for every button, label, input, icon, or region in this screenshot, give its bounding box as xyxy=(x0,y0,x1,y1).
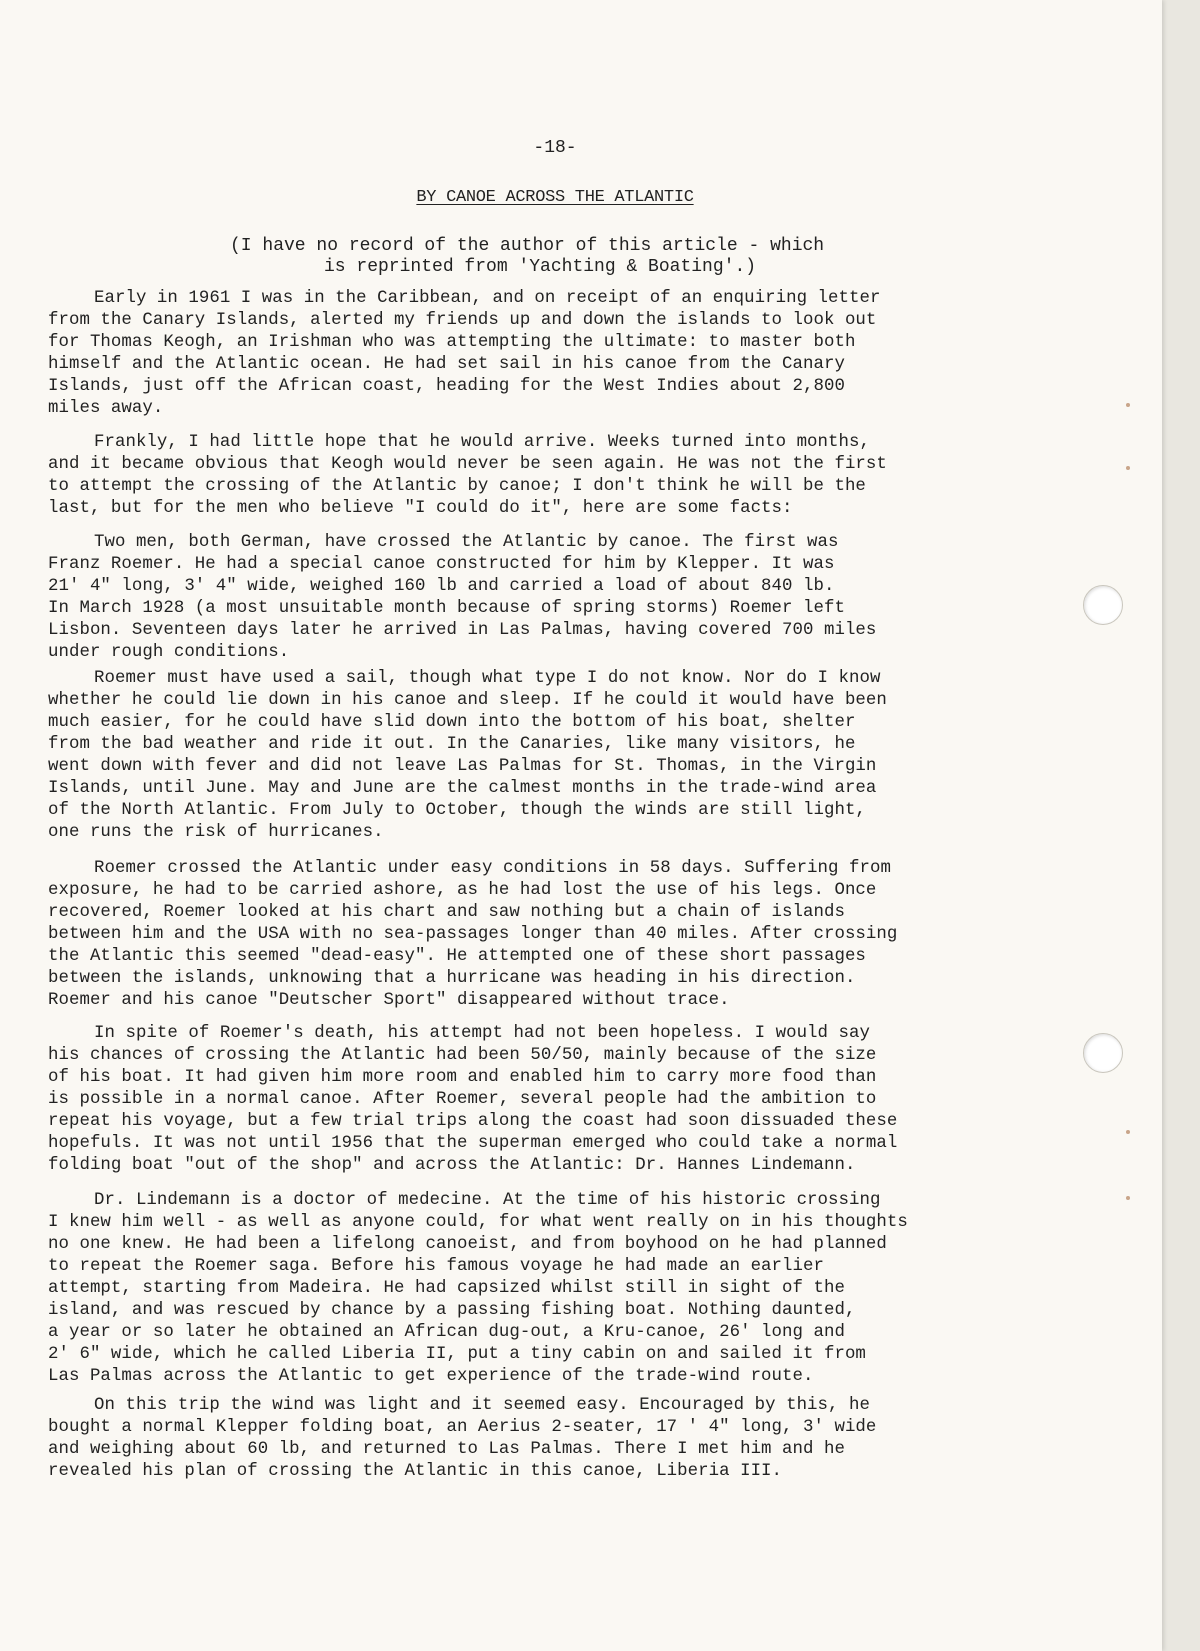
paragraph-line: folding boat "out of the shop" and across the Atlantic: Dr. Hannes Lindemann. xyxy=(48,1156,856,1175)
paragraph-line: between him and the USA with no sea-passages longer than 40 miles. After crossing xyxy=(48,925,898,944)
paper-speck xyxy=(1126,466,1130,470)
paragraph-line: In March 1928 (a most unsuitable month because of spring storms) Roemer left xyxy=(48,599,845,618)
paragraph-line: much easier, for he could have slid down into the bottom of his boat, shelter xyxy=(48,713,856,732)
paragraph-line: bought a normal Klepper folding boat, an Aerius 2-seater, 17 ' 4" long, 3' wide xyxy=(48,1418,877,1437)
paragraph-line: and it became obvious that Keogh would never be seen again. He was not the first xyxy=(48,455,887,474)
paragraph-line: himself and the Atlantic ocean. He had set sail in his canoe from the Canary xyxy=(48,355,845,374)
paragraph-line: went down with fever and did not leave Las Palmas for St. Thomas, in the Virgin xyxy=(48,757,877,776)
paragraph-line: to attempt the crossing of the Atlantic by canoe; I don't think he will be the xyxy=(48,477,866,496)
paragraph xyxy=(48,1190,1038,1388)
paragraph-line: Early in 1961 I was in the Caribbean, and on receipt of an enquiring letter xyxy=(94,289,881,308)
paragraph-line: miles away. xyxy=(48,399,164,418)
paper-speck xyxy=(1126,1196,1130,1200)
article-title: BY CANOE ACROSS THE ATLANTIC xyxy=(416,188,694,207)
paragraph-line: between the islands, unknowing that a hurricane was heading in his direction. xyxy=(48,969,856,988)
paragraph-line: Islands, just off the African coast, heading for the West Indies about 2,800 xyxy=(48,377,845,396)
paragraph-line: Roemer crossed the Atlantic under easy conditions in 58 days. Suffering from xyxy=(94,859,891,878)
paragraph-line: from the Canary Islands, alerted my friends up and down the islands to look out xyxy=(48,311,877,330)
author-note-line: (I have no record of the author of this article - which xyxy=(230,236,825,256)
paragraph-line: hopefuls. It was not until 1956 that the superman emerged who could take a normal xyxy=(48,1134,898,1153)
paragraph-line: whether he could lie down in his canoe and sleep. If he could it would have been xyxy=(48,691,887,710)
paragraph-line: Frankly, I had little hope that he would arrive. Weeks turned into months, xyxy=(94,433,870,452)
paragraph-line: Roemer and his canoe "Deutscher Sport" disappeared without trace. xyxy=(48,991,730,1010)
paper-speck xyxy=(1126,403,1130,407)
paragraph xyxy=(48,858,1038,1012)
paragraph-line: Las Palmas across the Atlantic to get experience of the trade-wind route. xyxy=(48,1367,814,1386)
paragraph-line: I knew him well - as well as anyone could, for what went really on in his thoughts xyxy=(48,1213,908,1232)
paragraph-line: 2' 6" wide, which he called Liberia II, put a tiny cabin on and sailed it from xyxy=(48,1345,866,1364)
paragraph-line: under rough conditions. xyxy=(48,643,290,662)
paragraph-line: attempt, starting from Madeira. He had capsized whilst still in sight of the xyxy=(48,1279,845,1298)
paragraph-line: revealed his plan of crossing the Atlantic in this canoe, Liberia III. xyxy=(48,1462,783,1481)
paragraph-line: On this trip the wind was light and it seemed easy. Encouraged by this, he xyxy=(94,1396,870,1415)
paragraph-line: last, but for the men who believe "I could do it", here are some facts: xyxy=(48,499,793,518)
paragraph-line: no one knew. He had been a lifelong canoeist, and from boyhood on he had planned xyxy=(48,1235,887,1254)
paragraph-line: his chances of crossing the Atlantic had been 50/50, mainly because of the size xyxy=(48,1046,877,1065)
paragraph-line: island, and was rescued by chance by a passing fishing boat. Nothing daunted, xyxy=(48,1301,856,1320)
paragraph-line: of his boat. It had given him more room and enabled him to carry more food than xyxy=(48,1068,877,1087)
paragraph xyxy=(48,532,1038,664)
page-number: -18- xyxy=(533,138,577,158)
author-note-line: is reprinted from 'Yachting & Boating'.) xyxy=(324,257,757,277)
paragraph-line: and weighing about 60 lb, and returned to Las Palmas. There I met him and he xyxy=(48,1440,845,1459)
paragraph-line: 21' 4" long, 3' 4" wide, weighed 160 lb and carried a load of about 840 lb. xyxy=(48,577,835,596)
paragraph-line: the Atlantic this seemed "dead-easy". He attempted one of these short passages xyxy=(48,947,866,966)
punch-hole xyxy=(1083,585,1123,625)
punch-hole xyxy=(1083,1033,1123,1073)
paragraph-line: Roemer must have used a sail, though what type I do not know. Nor do I know xyxy=(94,669,881,688)
paragraph-line: Islands, until June. May and June are the calmest months in the trade-wind area xyxy=(48,779,877,798)
paper-speck xyxy=(1126,1130,1130,1134)
paragraph xyxy=(48,668,1038,844)
paragraph-line: exposure, he had to be carried ashore, as he had lost the use of his legs. Once xyxy=(48,881,877,900)
paragraph-line: a year or so later he obtained an African dug-out, a Kru-canoe, 26' long and xyxy=(48,1323,845,1342)
paragraph-line: is possible in a normal canoe. After Roemer, several people had the ambition to xyxy=(48,1090,877,1109)
paragraph xyxy=(48,288,1038,420)
paragraph-line: In spite of Roemer's death, his attempt had not been hopeless. I would say xyxy=(94,1024,870,1043)
paragraph-line: recovered, Roemer looked at his chart and saw nothing but a chain of islands xyxy=(48,903,845,922)
paragraph-line: Two men, both German, have crossed the Atlantic by canoe. The first was xyxy=(94,533,839,552)
paragraph-line: Lisbon. Seventeen days later he arrived in Las Palmas, having covered 700 miles xyxy=(48,621,877,640)
paragraph-line: Franz Roemer. He had a special canoe constructed for him by Klepper. It was xyxy=(48,555,835,574)
paragraph-line: for Thomas Keogh, an Irishman who was attempting the ultimate: to master both xyxy=(48,333,856,352)
paragraph-line: repeat his voyage, but a few trial trips along the coast had soon dissuaded these xyxy=(48,1112,898,1131)
paragraph-line: one runs the risk of hurricanes. xyxy=(48,823,384,842)
paragraph xyxy=(48,1023,1038,1177)
paragraph xyxy=(48,432,1038,520)
paragraph-line: from the bad weather and ride it out. In the Canaries, like many visitors, he xyxy=(48,735,856,754)
paragraph xyxy=(48,1395,1038,1483)
paragraph-line: Dr. Lindemann is a doctor of medecine. At the time of his historic crossing xyxy=(94,1191,881,1210)
author-note xyxy=(230,236,930,278)
paragraph-line: of the North Atlantic. From July to October, though the winds are still light, xyxy=(48,801,866,820)
paragraph-line: to repeat the Roemer saga. Before his famous voyage he had made an earlier xyxy=(48,1257,824,1276)
